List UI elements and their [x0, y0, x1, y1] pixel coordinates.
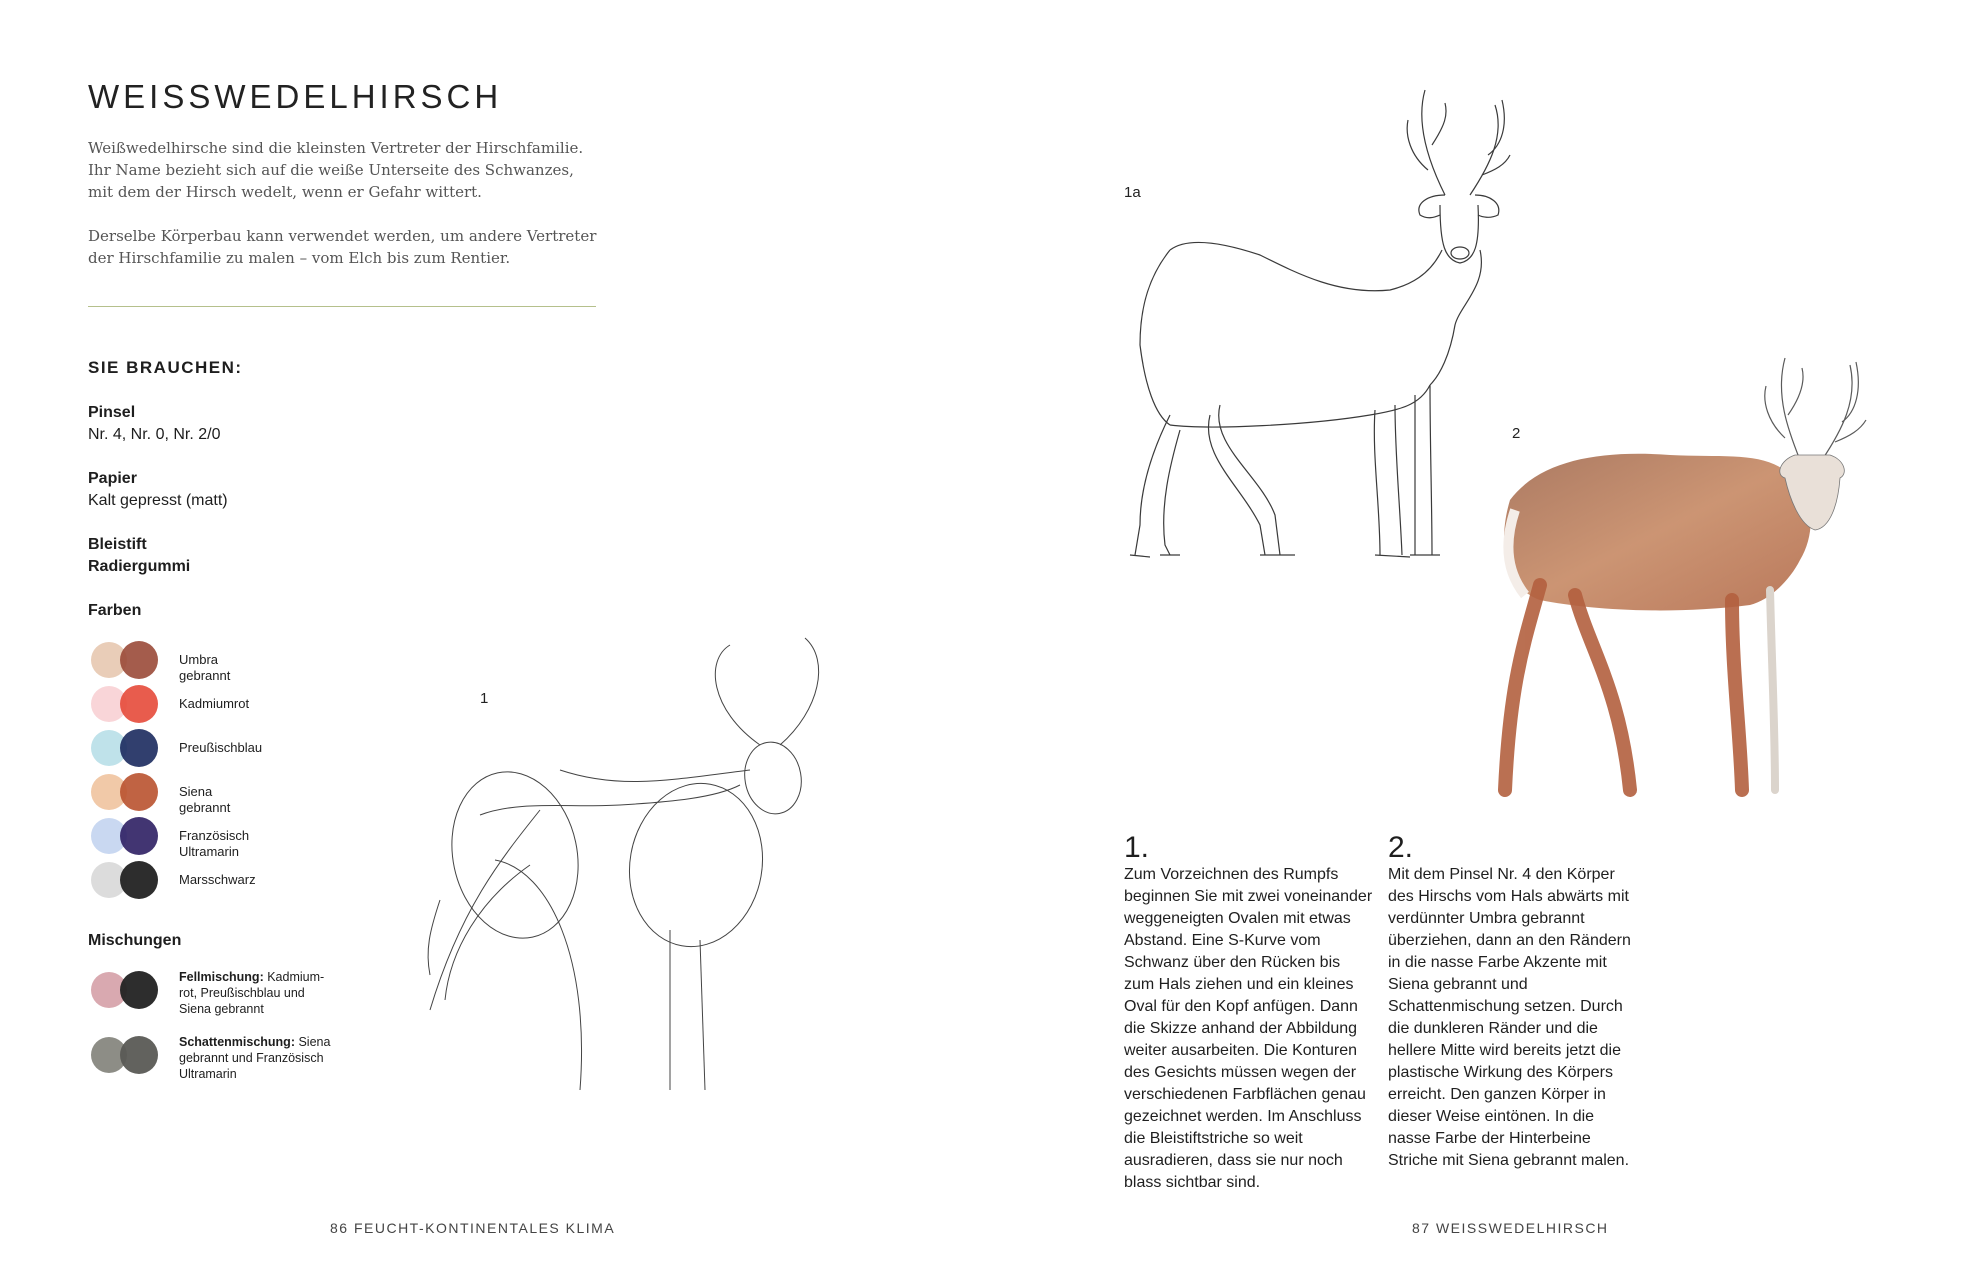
divider-line: [88, 306, 596, 307]
swatch-umbra: [90, 639, 160, 681]
color-name: Siena gebrannt: [179, 784, 231, 815]
mix-description: Schattenmischung: Siena gebrannt und Französisch Ultramarin: [179, 1035, 331, 1081]
deer-construction-sketch: [420, 630, 860, 1100]
figure-1a-label: 1a: [1124, 184, 1141, 201]
step-2-text: Mit dem Pinsel Nr. 4 den Körper des Hirschs vom Hals abwärts mit verdünnter Umbra gebrannt überziehen, dann an den Rändern in die nasse Farbe Akzente mit Siena gebrannt und Schattenmischung setzen. Durch die dunkleren Ränder und die hellere Mitte wird bereits jetzt die plastische Wirkung des Körpers erreicht. Den ganzen Körper in dieser Weise eintönen. In die nasse Farbe der Hinterbeine Striche mit Siena gebrannt malen.: [1388, 866, 1631, 1169]
bleistift-label: Bleistift: [88, 536, 147, 553]
radiergummi-label: Radiergummi: [88, 558, 191, 575]
step-2-number: 2.: [1388, 831, 1414, 864]
intro-paragraph-2: Derselbe Körperbau kann verwendet werden, um andere Vertreter der Hirschfamilie zu malen – vom Elch bis zum Rentier.: [88, 227, 597, 267]
color-name: Marsschwarz: [179, 872, 256, 887]
swatch-schattenmischung: [90, 1034, 160, 1076]
papier-label: Papier: [88, 470, 137, 487]
swatch-preussischblau: [90, 727, 160, 769]
papier-value: Kalt gepresst (matt): [88, 492, 228, 509]
swatch-fellmischung: [90, 969, 160, 1011]
pinsel-label: Pinsel: [88, 404, 136, 421]
deer-body: [1504, 454, 1811, 611]
pinsel-value: Nr. 4, Nr. 0, Nr. 2/0: [88, 426, 221, 443]
color-name: Umbra gebrannt: [179, 652, 231, 683]
mischungen-label: Mischungen: [88, 932, 182, 949]
swatch-marsschwarz: [90, 859, 160, 901]
swatch-siena: [90, 771, 160, 813]
figure-2-label: 2: [1512, 425, 1521, 442]
materials-heading: SIE BRAUCHEN:: [88, 358, 243, 377]
step-1-number: 1.: [1124, 831, 1150, 864]
intro-paragraph-1: Weißwedelhirsche sind die kleinsten Vertreter der Hirschfamilie. Ihr Name bezieht sich auf die weiße Unterseite des Schwanzes, mit dem der Hirsch wedelt, wenn er Gefahr wittert.: [88, 139, 584, 201]
color-name: Kadmiumrot: [179, 696, 250, 711]
footer-left: 86 FEUCHT-KONTINENTALES KLIMA: [330, 1220, 616, 1236]
mix-description: Fellmischung: Kadmium-rot, Preußischblau und Siena gebrannt: [179, 970, 325, 1016]
page-title: WEISSWEDELHIRSCH: [88, 78, 503, 115]
color-name: Französisch Ultramarin: [179, 828, 250, 859]
swatch-kadmiumrot: [90, 683, 160, 725]
step-1-text: Zum Vorzeichnen des Rumpfs beginnen Sie mit zwei voneinander weggeneigten Ovalen mit etwas Abstand. Eine S-Kurve vom Schwanz über den Rücken bis zum Hals ziehen und ein kleines Oval für den Kopf anfügen. Dann die Skizze anhand der Abbildung weiter ausarbeiten. Die Konturen des Gesichts müssen wegen der verschiedenen Farbflächen genau gezeichnet werden. Im Anschluss die Bleistiftstriche so weit ausradieren, dass sie nur noch blass sichtbar sind.: [1124, 866, 1373, 1191]
footer-right: 87 WEISSWEDELHIRSCH: [1412, 1220, 1609, 1236]
figure-1-label: 1: [480, 690, 489, 707]
farben-label: Farben: [88, 602, 142, 619]
swatch-ultramarin: [90, 815, 160, 857]
color-name: Preußischblau: [179, 740, 263, 755]
deer-watercolor-painting: [1470, 350, 1910, 820]
